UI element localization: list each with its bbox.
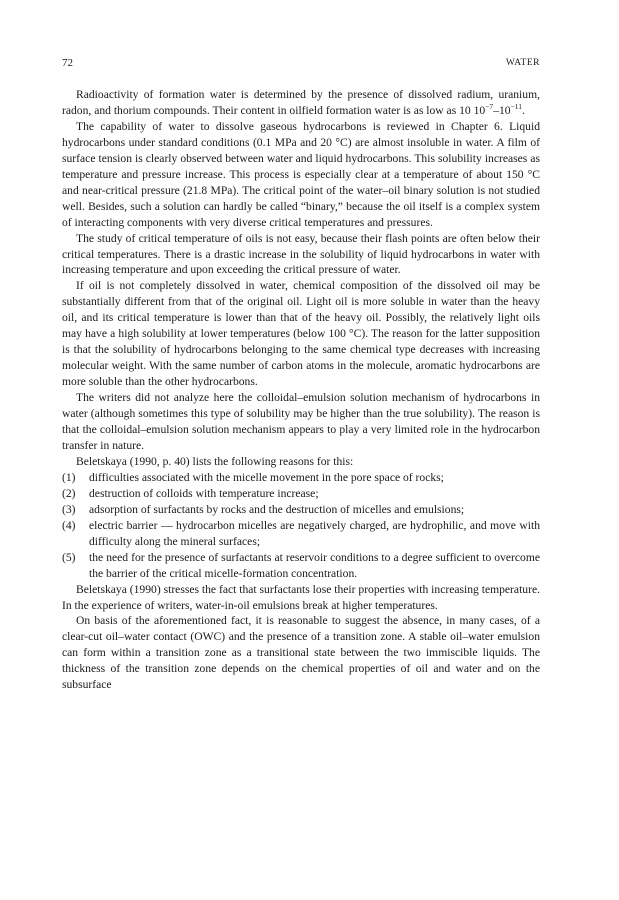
page-number: 72 (62, 57, 73, 69)
list-item: (3) adsorption of surfactants by rocks and the destruction of micelles and emulsions; (62, 502, 465, 516)
reasons-list (62, 470, 540, 582)
paragraph-colloidal-emulsion: The writers did not analyze here the colloidal–emulsion solution mechanism of hydrocarbons in water (although sometimes this type of solubility may be higher than the true solubility). The reason is that the colloidal–emulsion solution mechanism appears to play a very limited role in the hydrocarbon transfer in nature. (62, 391, 540, 452)
list-item: (5) the need for the presence of surfactants at reservoir conditions to a degree sufficient to overcome the barrier of the critical micelle-formation concentration. (62, 550, 540, 580)
list-item: (4) electric barrier — hydrocarbon micelles are negatively charged, are hydrophilic, and move with difficulty along the mineral surfaces; (62, 518, 540, 548)
running-header (62, 56, 540, 70)
paragraph-radioactivity: Radioactivity of formation water is determined by the presence of dissolved radium, uranium, radon, and thorium compounds. Their content in oilfield formation water is as low as 10 $10^{-7}-10^{-11}$. (62, 88, 540, 117)
body-text (62, 87, 540, 693)
paragraph-gaseous-hydrocarbons: The capability of water to dissolve gaseous hydrocarbons is reviewed in Chapter 6. Liquid hydrocarbons under standard conditions (0.1 MPa and 20 °C) are almost insoluble in water. A film of surface tension is clearly observed between water and liquid hydrocarbons. This solubility increases as temperature and pressure increase. This process is especially clear at a temperature of about 150 °C and near-critical pressure (21.8 MPa). The critical point of the water–oil binary solution is not studied well. Besides, such a solution can hardly be called “binary,” because the oil itself is a complex system of interacting components with very diverse critical temperatures and pressures. (62, 119, 540, 229)
list-item: (2) destruction of colloids with temperature increase; (62, 486, 319, 500)
running-title: WATER (505, 58, 540, 68)
paragraph-surfactants: Beletskaya (1990) stresses the fact that surfactants lose their properties with increasing temperature. In the experience of writers, water-in-oil emulsions break at higher temperatures. (62, 582, 540, 612)
paragraph-critical-temperature: The study of critical temperature of oils is not easy, because their flash points are often below their critical temperatures. There is a drastic increase in the solubility of liquid hydrocarbons in water with increasing temperature and upon exceeding the critical pressure of water. (62, 231, 540, 277)
paragraph-beletskaya-list-intro: Beletskaya (1990, p. 40) lists the following reasons for this: (76, 454, 354, 468)
paragraph-transition-zone: On basis of the aforementioned fact, it is reasonable to suggest the absence, in many cases, of a clear-cut oil–water contact (OWC) and the presence of a transition zone. A stable oil–water emulsion can form within a transition zone as a transitional state between the two immiscible liquids. The thickness of the transition zone depends on the chemical properties of oil and water and on the subsurface (62, 614, 540, 692)
list-item: (1) difficulties associated with the micelle movement in the pore space of rocks; (62, 470, 444, 484)
paragraph-dissolved-oil: If oil is not completely dissolved in water, chemical composition of the dissolved oil may be substantially different from that of the original oil. Light oil is more soluble in water than the heavy oil, and its critical temperature is lower than that of the heavy oil. Possibly, the relatively light oils may have a high solubility at lower temperatures (below 100 °C). The reason for the latter supposition is that the solubility of hydrocarbons belonging to the same chemical type decreases with increasing molecular weight. With the same number of carbon atoms in the molecule, aromatic hydrocarbons are more soluble than the other hydrocarbons. (62, 279, 540, 389)
